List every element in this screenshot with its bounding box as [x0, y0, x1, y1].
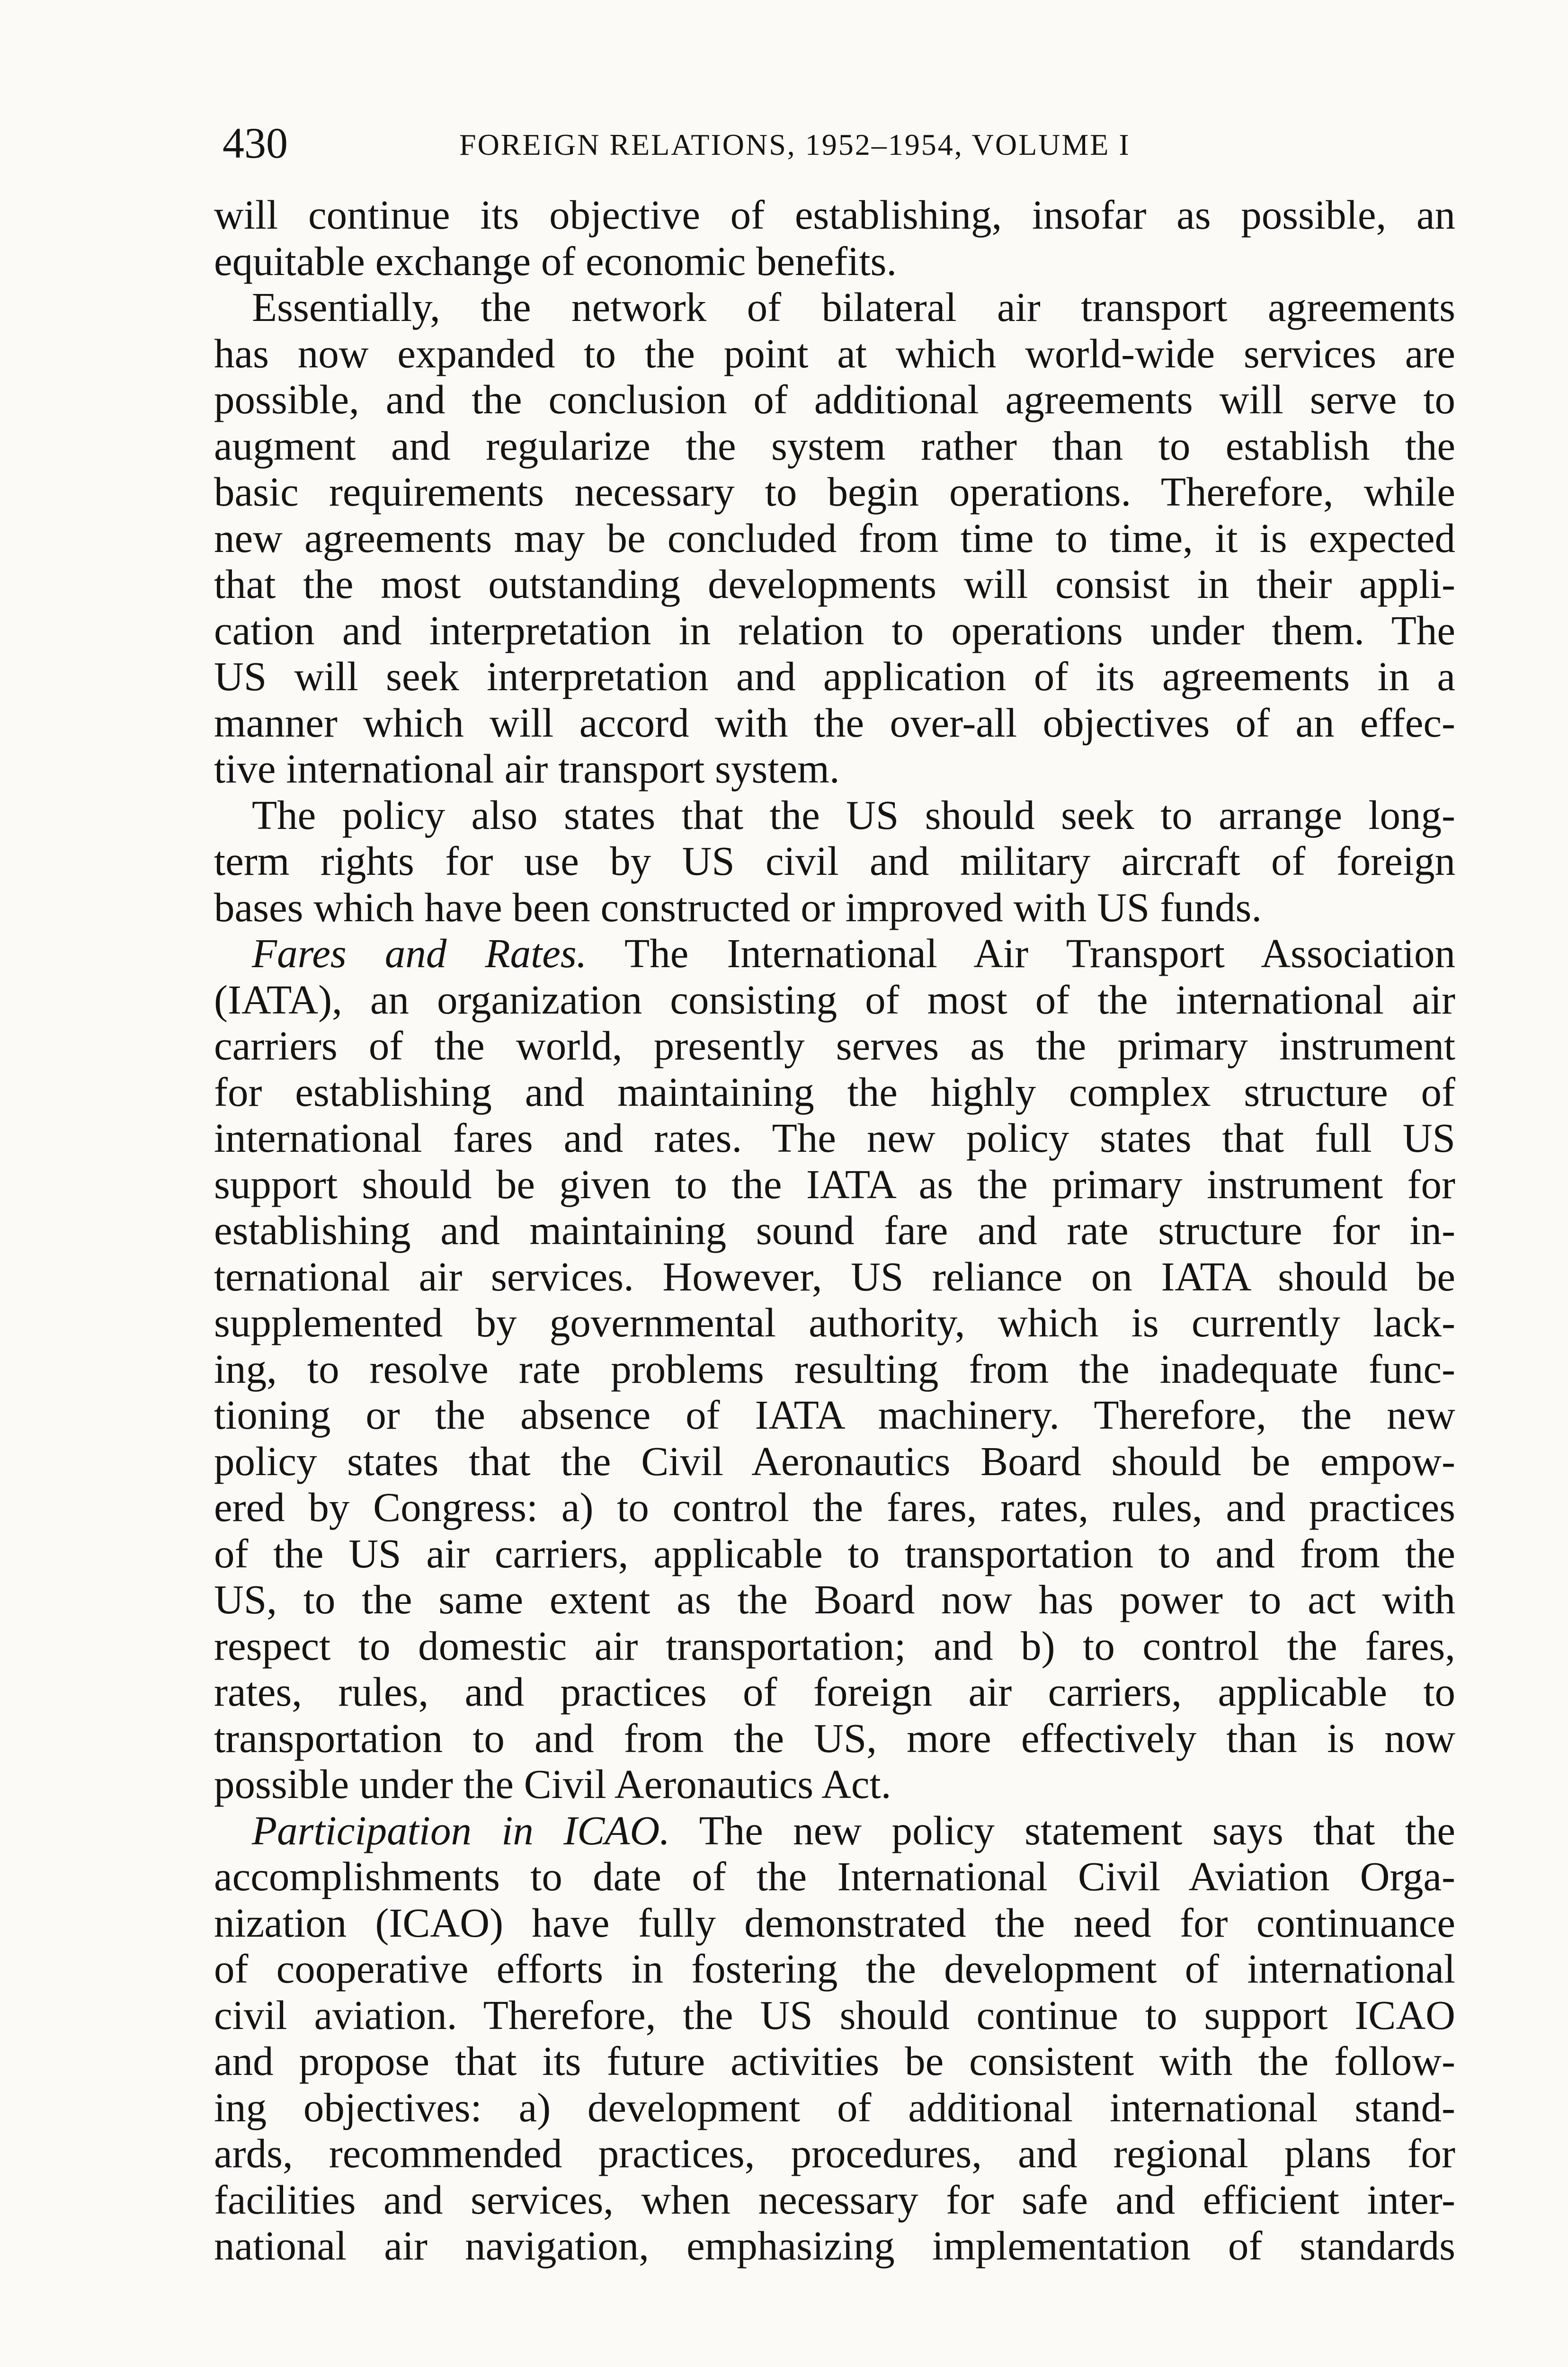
text-line [214, 930, 1455, 977]
line-text: accomplishments to date of the International Civil Aviation Orga- [214, 1853, 1455, 1899]
text-line [214, 2038, 1455, 2084]
line-text: ards, recommended practices, procedures, and regional plans for [214, 2130, 1455, 2176]
line-text: The policy also states that the US should seek to arrange long- [252, 792, 1455, 838]
text-line [214, 284, 1455, 330]
text-line [214, 192, 1455, 238]
text-line [214, 977, 1455, 1023]
text-line [214, 515, 1455, 561]
text-line [214, 376, 1455, 423]
line-text: Essentially, the network of bilateral air transport agreements [252, 284, 1455, 330]
text-line [214, 423, 1455, 469]
running-head: FOREIGN RELATIONS, 1952–1954, VOLUME I [459, 128, 1131, 161]
line-text: support should be given to the IATA as the primary instrument for [214, 1161, 1455, 1207]
text-line [214, 2084, 1455, 2131]
text-line [214, 1946, 1455, 1992]
text-line [214, 2223, 1455, 2269]
line-text: tive international air transport system. [214, 746, 840, 792]
line-text: international fares and rates. The new policy states that full US [214, 1115, 1455, 1161]
text-line [214, 1484, 1455, 1531]
page-header [223, 115, 1453, 171]
text-line [214, 1992, 1455, 2038]
line-text: respect to domestic air transportation; and b) to control the fares, [214, 1622, 1455, 1669]
line-text: possible under the Civil Aeronautics Act. [214, 1761, 891, 1807]
line-text: The International Air Transport Association [587, 930, 1455, 976]
text-line [214, 1715, 1455, 1762]
line-text: for establishing and maintaining the highly complex structure of [214, 1068, 1455, 1115]
line-text: policy states that the Civil Aeronautics Board should be empow- [214, 1438, 1455, 1484]
line-text: ternational air services. However, US reliance on IATA should be [214, 1253, 1455, 1299]
italic-heading: Fares and Rates. [252, 930, 587, 976]
line-text: manner which will accord with the over-all objectives of an effec- [214, 699, 1455, 746]
line-text: will continue its objective of establishing, insofar as possible, an [214, 192, 1455, 238]
line-text: carriers of the world, presently serves as the primary instrument [214, 1023, 1455, 1068]
line-text: bases which have been constructed or improved with US funds. [214, 884, 1262, 930]
text-line [214, 1254, 1455, 1300]
line-text: The new policy statement says that the [669, 1807, 1455, 1853]
line-text: tioning or the absence of IATA machinery. Therefore, the new [214, 1392, 1455, 1438]
line-text: term rights for use by US civil and military aircraft of foreign [214, 838, 1455, 884]
text-line [214, 469, 1455, 515]
line-text: of cooperative efforts in fostering the development of international [214, 1946, 1455, 1992]
line-text: equitable exchange of economic benefits. [214, 238, 897, 284]
line-text: (IATA), an organization consisting of most of the international air [214, 976, 1455, 1023]
text-line [214, 1807, 1455, 1854]
text-line [214, 1853, 1455, 1900]
line-text: nization (ICAO) have fully demonstrated the need for continuance [214, 1899, 1455, 1946]
text-line [214, 1438, 1455, 1485]
text-line [214, 1346, 1455, 1392]
text-line [214, 2130, 1455, 2177]
line-text: basic requirements necessary to begin operations. Therefore, while [214, 469, 1455, 515]
text-line [214, 1161, 1455, 1208]
line-text: augment and regularize the system rather than to establish the [214, 422, 1455, 469]
line-text: US, to the same extent as the Board now has power to act with [214, 1576, 1455, 1622]
text-line [214, 700, 1455, 746]
line-text: and propose that its future activities be consistent with the follow- [214, 2038, 1455, 2084]
text-line [214, 746, 1455, 792]
text-line [214, 1392, 1455, 1438]
line-text: civil aviation. Therefore, the US should continue to support ICAO [214, 1992, 1455, 2038]
line-text: ing objectives: a) development of additional international stand- [214, 2084, 1455, 2130]
text-line [214, 1669, 1455, 1715]
text-line [214, 1761, 1455, 1807]
line-text: rates, rules, and practices of foreign air carriers, applicable to [214, 1669, 1455, 1715]
line-text: ing, to resolve rate problems resulting from the inadequate func- [214, 1345, 1455, 1392]
page-number: 430 [223, 119, 288, 167]
text-line [214, 607, 1455, 654]
body-text [214, 192, 1455, 2269]
text-line [214, 1115, 1455, 1161]
text-line [214, 1069, 1455, 1115]
line-text: cation and interpretation in relation to operations under them. The [214, 607, 1455, 653]
text-line [214, 1576, 1455, 1623]
text-line [214, 561, 1455, 607]
text-line [214, 1900, 1455, 1946]
line-text: of the US air carriers, applicable to transportation to and from the [214, 1530, 1455, 1576]
line-text: new agreements may be concluded from time to time, it is expected [214, 515, 1455, 561]
line-text: possible, and the conclusion of additional agreements will serve to [214, 376, 1455, 422]
line-text: US will seek interpretation and application of its agreements in a [214, 653, 1455, 699]
line-text: transportation to and from the US, more effectively than is now [214, 1715, 1455, 1761]
text-line [214, 653, 1455, 700]
text-line [214, 238, 1455, 285]
text-line [214, 884, 1455, 931]
line-text: has now expanded to the point at which world-wide services are [214, 330, 1455, 376]
text-line [214, 1299, 1455, 1346]
line-text: establishing and maintaining sound fare and rate structure for in- [214, 1207, 1455, 1253]
text-line [214, 2177, 1455, 2223]
text-line [214, 792, 1455, 838]
text-line [214, 1207, 1455, 1254]
line-text: national air navigation, emphasizing implementation of standards [214, 2223, 1455, 2269]
text-line [214, 1623, 1455, 1669]
text-line [214, 838, 1455, 884]
line-text: that the most outstanding developments will consist in their appli- [214, 561, 1455, 607]
text-line [214, 1023, 1455, 1069]
text-line [214, 330, 1455, 377]
italic-heading: Participation in ICAO. [252, 1807, 670, 1853]
line-text: ered by Congress: a) to control the fares, rates, rules, and practices [214, 1484, 1455, 1530]
text-line [214, 1531, 1455, 1577]
line-text: facilities and services, when necessary for safe and efficient inter- [214, 2176, 1455, 2223]
line-text: supplemented by governmental authority, which is currently lack- [214, 1299, 1455, 1345]
